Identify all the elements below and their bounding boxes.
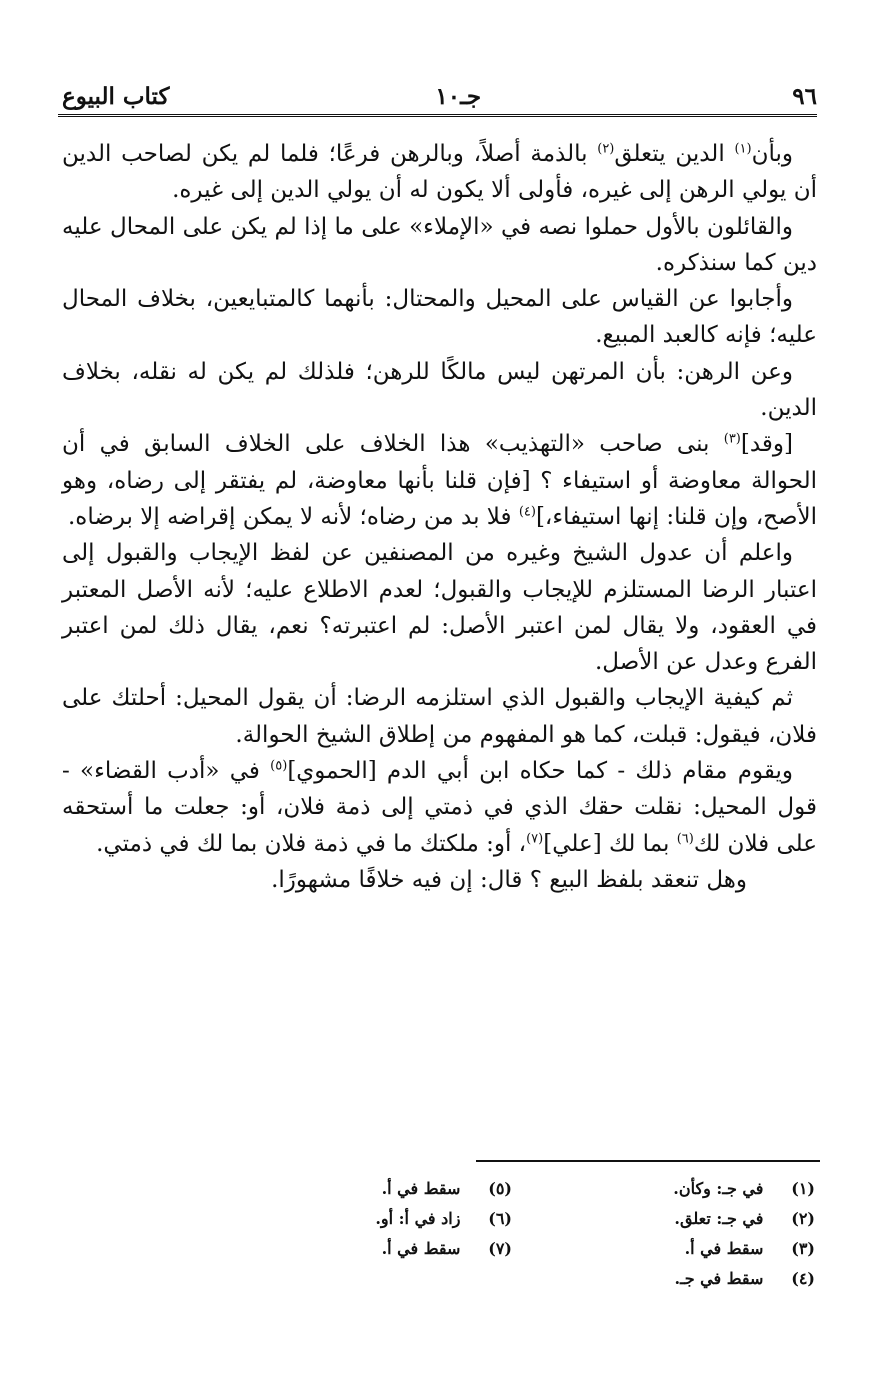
- text-run: بما لك [علي]: [543, 830, 677, 857]
- footnote-text: زاد في أ: أو.: [375, 1209, 461, 1228]
- footnote-item: [565, 1204, 815, 1234]
- footnote-number: (٥): [488, 1179, 512, 1198]
- paragraph: [62, 753, 817, 862]
- footnote-column-right: [565, 1174, 815, 1294]
- footnote-marker: (٤): [518, 504, 536, 520]
- footnote-item: [262, 1234, 512, 1264]
- paragraph: [62, 281, 817, 354]
- paragraph: [62, 535, 817, 680]
- footnotes: [262, 1174, 815, 1294]
- footnote-item: [565, 1264, 815, 1294]
- footnote-text: سقط في أ.: [381, 1239, 461, 1258]
- text-run: الدين يتعلق: [614, 141, 735, 167]
- text-run: ، أو: ملكتك ما في ذمة فلان بما لك في ذمتي.: [96, 830, 527, 857]
- text-run: [وقد]: [740, 431, 793, 458]
- footnote-item: [262, 1204, 512, 1234]
- text-run: والقائلون بالأول حملوا نصه في «الإملاء» على ما إذا لم يكن على المحال عليه دين كما سنذكره.: [62, 213, 817, 276]
- footnote-text: في جـ: تعلق.: [674, 1209, 764, 1228]
- footnote-text: سقط في أ.: [381, 1179, 461, 1198]
- text-run: وأجابوا عن القياس على المحيل والمحتال: بأنهما كالمتبايعين، بخلاف المحال عليه؛ فإنه كالعبد المبيع.: [62, 286, 817, 349]
- text-run: واعلم أن عدول الشيخ وغيره من المصنفين عن لفظ الإيجاب والقبول إلى اعتبار الرضا المستلزم للإيجاب والقبول؛ لعدم الاطلاع عليه؛ لأنه الأصل المعتبر في العقود، ولا يقال لمن اعتبر الأصل: لم اعتبرته؟ نعم، يقال ذلك لمن اعتبر الفرع وعدل عن الأصل.: [62, 540, 817, 676]
- paragraph: [62, 862, 817, 898]
- footnote-marker: (٢): [597, 141, 615, 157]
- footnote-text: في جـ: وكأن.: [673, 1179, 764, 1198]
- footnote-item: [262, 1174, 512, 1204]
- footnote-marker: (٦): [676, 830, 694, 846]
- main-text: [62, 136, 817, 898]
- page-header: [62, 68, 817, 112]
- paragraph: [62, 426, 817, 535]
- text-run: بنى صاحب «التهذيب» هذا الخلاف على الخلاف السابق في أن الحوالة معاوضة أو استيفاء ؟ [فإن قلنا بأنها معاوضة، لم يفتقر إلى رضاه، وهو الأصح، وإن قلنا: إنها استيفاء،]: [62, 431, 817, 530]
- footnote-number: (٢): [791, 1209, 815, 1228]
- footnote-number: (٣): [791, 1239, 815, 1258]
- text-run: في «أدب القضاء» - قول المحيل: نقلت حقك الذي في ذمتي إلى ذمة فلان، أو: جعلت ما أستحقه على فلان لك: [62, 758, 817, 857]
- footnote-divider: [476, 1160, 820, 1162]
- footnote-marker: (١): [734, 141, 752, 157]
- book-title: كتاب البيوع: [62, 83, 170, 110]
- footnote-marker: (٥): [270, 758, 288, 774]
- footnote-number: (٧): [488, 1239, 512, 1258]
- text-run: بالذمة أصلاً، وبالرهن فرعًا؛ فلما لم يكن لصاحب الدين أن يولي الرهن إلى غيره، فأولى ألا يكون له أن يولي الدين إلى غيره.: [62, 141, 817, 204]
- footnote-number: (٦): [488, 1209, 512, 1228]
- page-number: ٩٦: [792, 83, 817, 110]
- paragraph: [62, 354, 817, 427]
- text-run: ثم كيفية الإيجاب والقبول الذي استلزمه الرضا: أن يقول المحيل: أحلتك على فلان، فيقول: قبلت، كما هو المفهوم من إطلاق الشيخ الحوالة.: [62, 685, 817, 748]
- footnote-marker: (٣): [723, 431, 741, 447]
- running-head: جـ١٠: [435, 83, 482, 110]
- text-run: ويقوم مقام ذلك - كما حكاه ابن أبي الدم [الحموي]: [287, 758, 793, 785]
- footnote-item: [565, 1174, 815, 1204]
- footnote-text: سقط في جـ.: [674, 1269, 764, 1288]
- header-divider: [58, 114, 817, 117]
- footnote-text: سقط في أ.: [684, 1239, 764, 1258]
- footnote-number: (١): [791, 1179, 815, 1198]
- text-run: وهل تنعقد بلفظ البيع ؟ قال: إن فيه خلافًا مشهورًا.: [271, 866, 747, 893]
- paragraph: [62, 136, 817, 209]
- text-run: وعن الرهن: بأن المرتهن ليس مالكًا للرهن؛ فلذلك لم يكن له نقله، بخلاف الدين.: [62, 358, 817, 422]
- footnote-marker: (٧): [526, 830, 544, 846]
- text-run: فلا بد من رضاه؛ لأنه لا يمكن إقراضه إلا برضاه.: [67, 503, 519, 530]
- text-run: وبأن: [751, 141, 793, 167]
- footnote-column-left: [262, 1174, 512, 1294]
- paragraph: [62, 209, 817, 282]
- paragraph: [62, 680, 817, 753]
- footnote-number: (٤): [791, 1269, 815, 1288]
- footnote-item: [565, 1234, 815, 1264]
